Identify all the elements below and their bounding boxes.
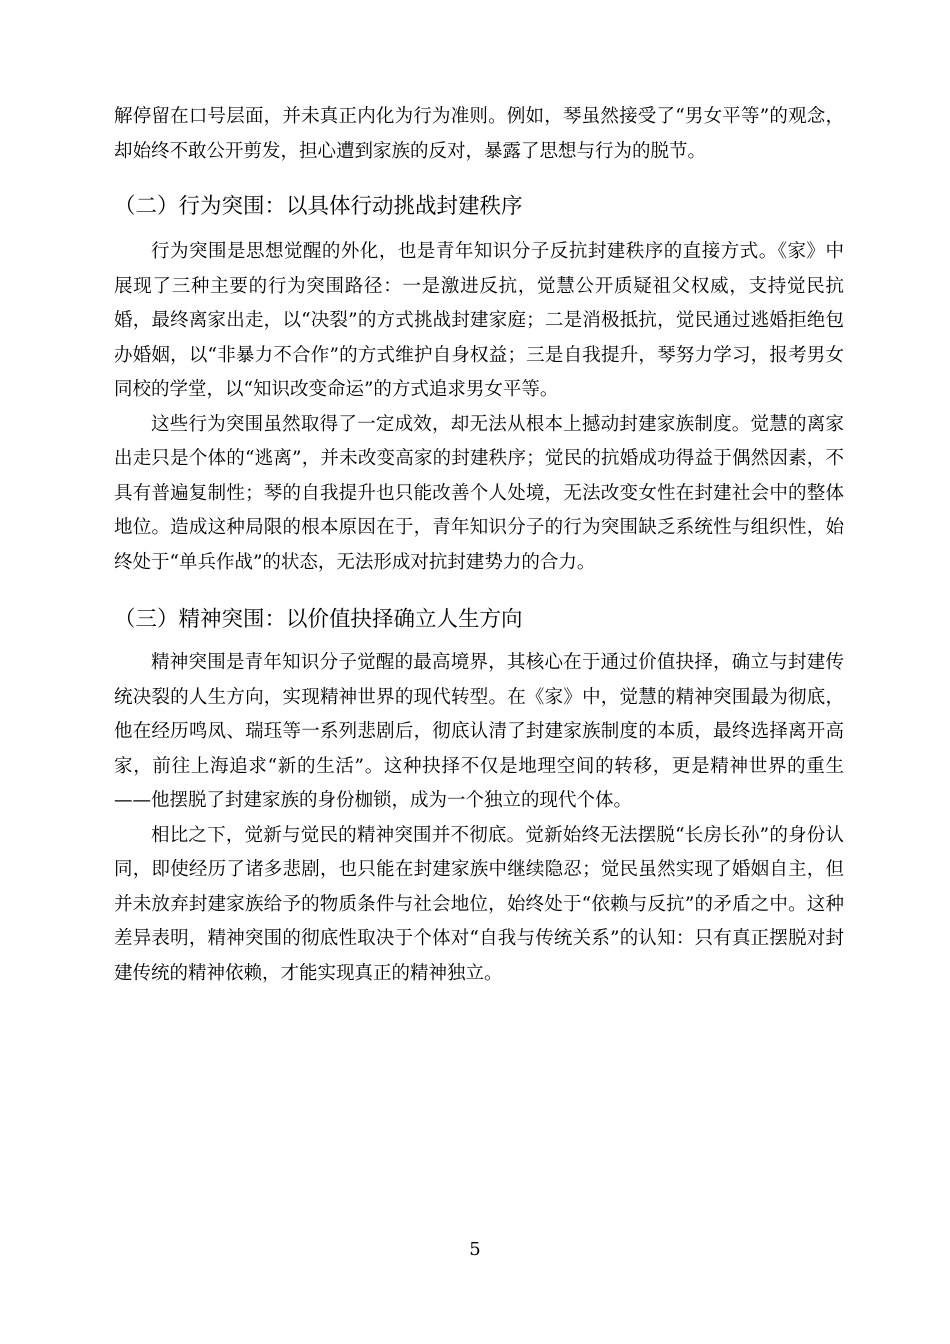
document-body xyxy=(114,100,844,991)
page-number: 5 xyxy=(469,1239,481,1260)
paragraph-behavior-limits: 这些行为突围虽然取得了一定成效，却无法从根本上撼动封建家族制度。觉慧的离家出走只是个体的“逃离”，并未改变高家的封建秩序；觉民的抗婚成功得益于偶然因素，不具有普遍复制性；琴的自我提升也只能改善个人处境，无法改变女性在封建社会中的整体地位。造成这种局限的根本原因在于，青年知识分子的行为突围缺乏系统性与组织性，始终处于“单兵作战”的状态，无法形成对抗封建势力的合力。 xyxy=(114,413,844,573)
paragraph-behavior-paths: 行为突围是思想觉醒的外化，也是青年知识分子反抗封建秩序的直接方式。《家》中展现了三种主要的行为突围路径：一是激进反抗，觉慧公开质疑祖父权威，支持觉民抗婚，最终离家出走，以“决裂”的方式挑战封建家庭；二是消极抵抗，觉民通过逃婚拒绝包办婚姻，以“非暴力不合作”的方式维护自身权益；三是自我提升，琴努力学习，报考男女同校的学堂，以“知识改变命运”的方式追求男女平等。 xyxy=(114,241,844,400)
paragraph-continued: 解停留在口号层面，并未真正内化为行为准则。例如，琴虽然接受了“男女平等”的观念，却始终不敢公开剪发，担心遭到家族的反对，暴露了思想与行为的脱节。 xyxy=(114,106,844,162)
paragraph-spirit-comparison: 相比之下，觉新与觉民的精神突围并不彻底。觉新始终无法摆脱“长房长孙”的身份认同，即使经历了诸多悲剧，也只能在封建家族中继续隐忍；觉民虽然实现了婚姻自主，但并未放弃封建家族给予的物质条件与社会地位，始终处于“依赖与反抗”的矛盾之中。这种差异表明，精神突围的彻底性取决于个体对“自我与传统关系”的认知：只有真正摆脱对封建传统的精神依赖，才能实现真正的精神独立。 xyxy=(114,824,844,984)
section-heading-spirit: （三）精神突围：以价值抉择确立人生方向 xyxy=(114,607,523,632)
section-heading-behavior: （二）行为突围：以具体行动挑战封建秩序 xyxy=(114,194,523,219)
paragraph-spirit-juehui: 精神突围是青年知识分子觉醒的最高境界，其核心在于通过价值抉择，确立与封建传统决裂的人生方向，实现精神世界的现代转型。在《家》中，觉慧的精神突围最为彻底，他在经历鸣凤、瑞珏等一系列悲剧后，彻底认清了封建家族制度的本质，最终选择离开高家，前往上海追求“新的生活”。这种抉择不仅是地理空间的转移，更是精神世界的重生——他摆脱了封建家族的身份枷锁，成为一个独立的现代个体。 xyxy=(114,652,844,811)
